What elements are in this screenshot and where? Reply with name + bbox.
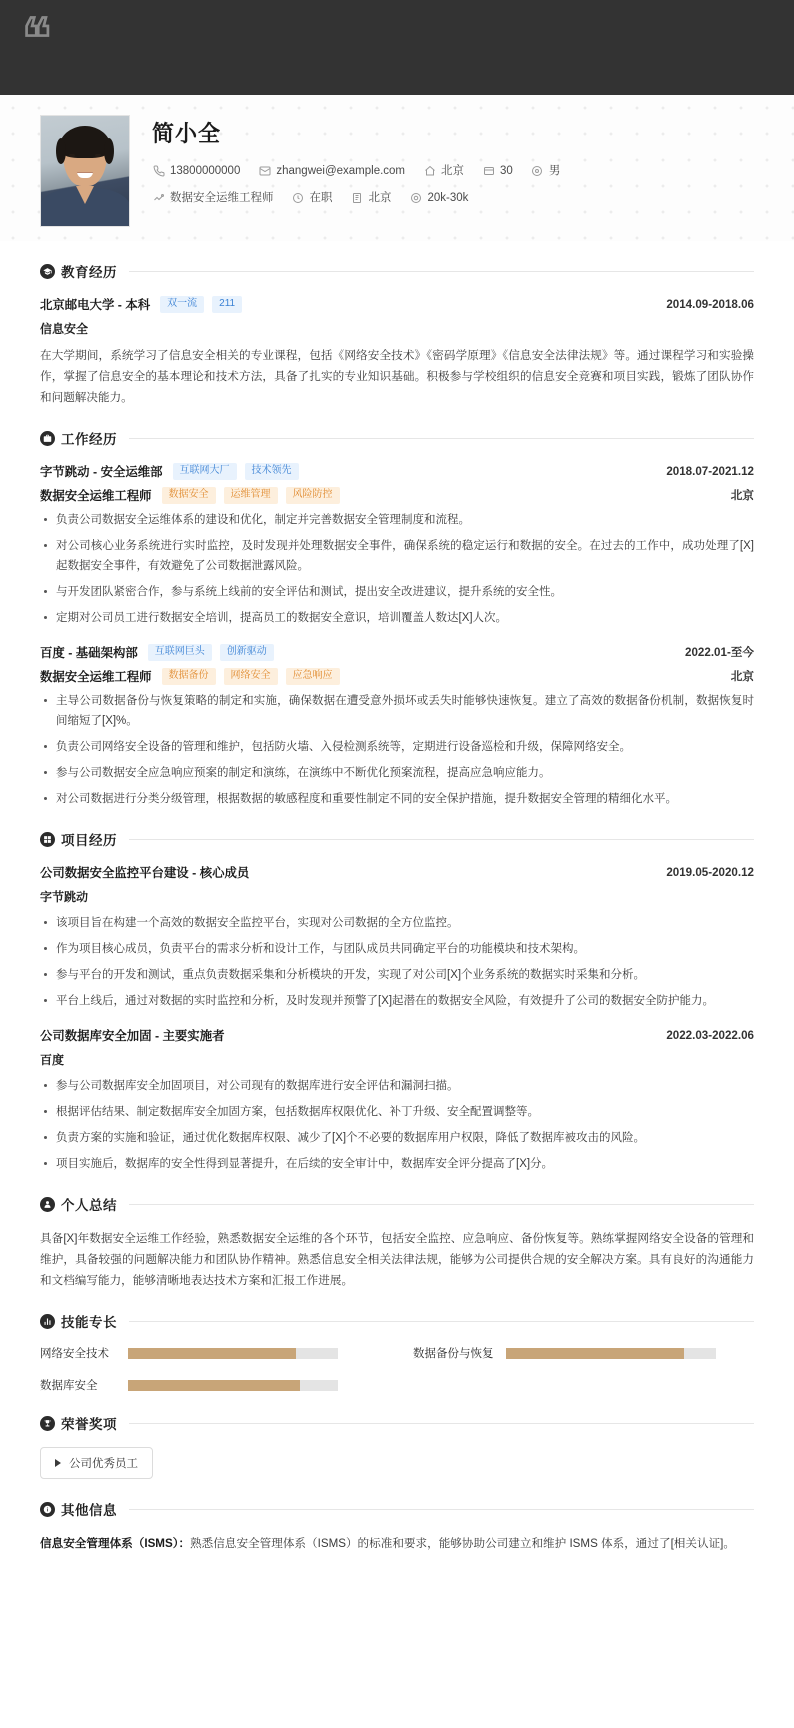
work-company-tag: 创新驱动 bbox=[220, 644, 274, 661]
project-date: 2022.03-2022.06 bbox=[666, 1028, 754, 1042]
work-role: 数据安全运维工程师 bbox=[40, 670, 152, 684]
section-projects bbox=[0, 829, 794, 1174]
chart-bar-icon bbox=[40, 1314, 55, 1329]
location-icon bbox=[423, 165, 436, 178]
target-city-text: 北京 bbox=[368, 192, 392, 204]
quote-mark-icon: ❝ bbox=[22, 9, 49, 69]
summary-heading bbox=[40, 1194, 754, 1214]
contact-age-text: 30 bbox=[500, 165, 513, 177]
skills-heading bbox=[40, 1311, 754, 1331]
desired-job-text: 数据安全运维工程师 bbox=[170, 192, 274, 204]
honors-title: 荣誉奖项 bbox=[61, 1417, 117, 1432]
project-entry bbox=[40, 863, 754, 1011]
list-item: 主导公司数据备份与恢复策略的制定和实施，确保数据在遭受意外损坏或丢失时能够快速恢复。建立了高效的数据备份机制，数据恢复时间缩短了[X]%。 bbox=[40, 691, 754, 731]
section-work bbox=[0, 428, 794, 809]
skill-item bbox=[413, 1345, 754, 1361]
page-title: 简小全 bbox=[152, 121, 222, 146]
education-major: 信息安全 bbox=[40, 322, 89, 336]
avatar bbox=[40, 115, 130, 227]
skill-progress-fill bbox=[128, 1348, 296, 1359]
list-item: 项目实施后，数据库的安全性得到显著提升，在后续的安全审计中，数据库安全评分提高了[X]分。 bbox=[40, 1154, 754, 1174]
section-other-info bbox=[0, 1499, 794, 1554]
salary-expectation bbox=[410, 188, 469, 208]
skill-label: 数据备份与恢复 bbox=[413, 1348, 494, 1360]
profile-header bbox=[0, 95, 794, 241]
projects-heading bbox=[40, 829, 754, 849]
work-bullets bbox=[40, 691, 754, 809]
other-info-item bbox=[40, 1533, 754, 1554]
education-tag: 双一流 bbox=[160, 296, 204, 313]
age-icon bbox=[482, 165, 495, 178]
skill-label: 数据库安全 bbox=[40, 1380, 98, 1392]
list-item: 对公司核心业务系统进行实时监控，及时发现并处理数据安全事件，确保系统的稳定运行和数据的安全。在过去的工作中，成功处理了[X]起数据安全事件，有效避免了公司数据泄露风险。 bbox=[40, 536, 754, 576]
project-name: 公司数据库安全加固 - 主要实施者 bbox=[40, 1029, 225, 1043]
city-icon bbox=[351, 192, 364, 205]
other-info-label: 信息安全管理体系（ISMS）： bbox=[40, 1537, 191, 1550]
work-heading bbox=[40, 428, 754, 448]
work-entry bbox=[40, 462, 754, 628]
target-city bbox=[351, 188, 392, 208]
contact-phone bbox=[152, 161, 240, 181]
honor-label: 公司优秀员工 bbox=[69, 1458, 138, 1470]
desired-job bbox=[152, 188, 274, 208]
work-role-tag: 数据备份 bbox=[162, 668, 216, 685]
work-title: 工作经历 bbox=[61, 432, 117, 447]
work-role: 数据安全运维工程师 bbox=[40, 489, 152, 503]
section-honors bbox=[0, 1413, 794, 1479]
projects-title: 项目经历 bbox=[61, 833, 117, 848]
contact-gender bbox=[531, 161, 561, 181]
gender-icon bbox=[531, 165, 544, 178]
skill-progress-fill bbox=[128, 1380, 300, 1391]
section-divider bbox=[129, 1423, 754, 1424]
email-icon bbox=[258, 165, 271, 178]
work-role-tag: 数据安全 bbox=[162, 487, 216, 504]
education-heading bbox=[40, 261, 754, 281]
section-divider bbox=[129, 1204, 754, 1205]
section-divider bbox=[129, 1321, 754, 1322]
education-entry bbox=[40, 295, 754, 408]
work-location: 北京 bbox=[730, 670, 754, 683]
work-bullets bbox=[40, 510, 754, 628]
section-divider bbox=[129, 271, 754, 272]
identity-block bbox=[152, 115, 578, 215]
contact-age bbox=[482, 161, 513, 181]
list-item: 与开发团队紧密合作，参与系统上线前的安全评估和测试，提出安全改进建议，提升系统的安全性。 bbox=[40, 582, 754, 602]
contact-location bbox=[423, 161, 464, 181]
skill-progress-track bbox=[128, 1348, 338, 1359]
work-role-tag: 运维管理 bbox=[224, 487, 278, 504]
skill-progress-fill bbox=[506, 1348, 685, 1359]
project-name: 公司数据安全监控平台建设 - 核心成员 bbox=[40, 866, 250, 880]
job-icon bbox=[152, 192, 165, 205]
skills-grid bbox=[40, 1345, 754, 1393]
work-company-tag: 互联网巨头 bbox=[148, 644, 212, 661]
play-triangle-icon bbox=[55, 1459, 61, 1467]
skill-item bbox=[40, 1377, 381, 1393]
work-company: 百度 - 基础架构部 bbox=[40, 646, 138, 660]
graduation-cap-icon bbox=[40, 264, 55, 279]
briefcase-icon bbox=[40, 431, 55, 446]
education-tag: 211 bbox=[212, 296, 242, 313]
work-date: 2022.01-至今 bbox=[685, 646, 754, 659]
section-divider bbox=[129, 1509, 754, 1510]
section-education bbox=[0, 261, 794, 408]
phone-icon bbox=[152, 165, 165, 178]
summary-text: 具备[X]年数据安全运维工作经验，熟悉数据安全运维的各个环节，包括安全监控、应急响应、备份恢复等。熟练掌握网络安全设备的管理和维护，具备较强的问题解决能力和团队协作精神。熟悉信息安全相关法律法规，能够为公司提供合规的安全解决方案。具有良好的沟通能力和文档编写能力，能够清晰地表达技术方案和汇报工作进展。 bbox=[40, 1232, 754, 1287]
work-status-text: 在职 bbox=[309, 192, 333, 204]
top-banner bbox=[0, 0, 794, 95]
trophy-icon bbox=[40, 1416, 55, 1431]
list-item: 定期对公司员工进行数据安全培训，提高员工的数据安全意识，培训覆盖人数达[X]人次。 bbox=[40, 608, 754, 628]
summary-title: 个人总结 bbox=[61, 1198, 117, 1213]
list-item: 负责公司数据安全运维体系的建设和优化，制定并完善数据安全管理制度和流程。 bbox=[40, 510, 754, 530]
education-school: 北京邮电大学 - 本科 bbox=[40, 298, 151, 312]
honors-heading bbox=[40, 1413, 754, 1433]
other-info-text: 熟悉信息安全管理体系（ISMS）的标准和要求，能够协助公司建立和维护 ISMS 体系，通过了[相关认证]。 bbox=[190, 1537, 735, 1550]
work-role-tag: 网络安全 bbox=[224, 668, 278, 685]
list-item: 根据评估结果、制定数据库安全加固方案，包括数据库权限优化、补丁升级、安全配置调整等。 bbox=[40, 1102, 754, 1122]
skill-progress-track bbox=[506, 1348, 716, 1359]
contact-row-1 bbox=[152, 161, 578, 181]
education-title: 教育经历 bbox=[61, 265, 117, 280]
salary-icon bbox=[410, 192, 423, 205]
education-description: 在大学期间，系统学习了信息安全相关的专业课程，包括《网络安全技术》《密码学原理》《信息安全法律法规》等。通过课程学习和实验操作，掌握了信息安全的基本理论和技术方法，具备了扎实的专业知识基础。积极参与学校组织的信息安全竞赛和项目实践，锻炼了团队协作和问题解决能力。 bbox=[40, 349, 754, 404]
work-location: 北京 bbox=[730, 489, 754, 502]
project-bullets bbox=[40, 1076, 754, 1174]
work-role-tag: 风险防控 bbox=[286, 487, 340, 504]
project-entry bbox=[40, 1026, 754, 1174]
work-date: 2018.07-2021.12 bbox=[666, 464, 754, 478]
work-company: 字节跳动 - 安全运维部 bbox=[40, 465, 163, 479]
honors-list bbox=[40, 1447, 754, 1479]
list-item: 负责方案的实施和验证，通过优化数据库权限、减少了[X]个不必要的数据库用户权限，降低了数据库被攻击的风险。 bbox=[40, 1128, 754, 1148]
list-item: 平台上线后，通过对数据的实时监控和分析，及时发现并预警了[X]起潜在的数据安全风险，有效提升了公司的数据安全防护能力。 bbox=[40, 991, 754, 1011]
salary-expectation-text: 20k-30k bbox=[427, 192, 469, 204]
skills-title: 技能专长 bbox=[61, 1315, 117, 1330]
list-item: 参与公司数据库安全加固项目，对公司现有的数据库进行安全评估和漏洞扫描。 bbox=[40, 1076, 754, 1096]
project-date: 2019.05-2020.12 bbox=[666, 865, 754, 879]
skill-label: 网络安全技术 bbox=[40, 1348, 109, 1360]
list-item: 参与公司数据安全应急响应预案的制定和演练，在演练中不断优化预案流程，提高应急响应能力。 bbox=[40, 763, 754, 783]
section-summary bbox=[0, 1194, 794, 1291]
work-status bbox=[292, 188, 333, 208]
contact-row-2 bbox=[152, 188, 578, 208]
work-role-tag: 应急响应 bbox=[286, 668, 340, 685]
contact-gender-text: 男 bbox=[548, 165, 561, 177]
project-company: 字节跳动 bbox=[40, 890, 89, 904]
user-icon bbox=[40, 1197, 55, 1212]
contact-email bbox=[258, 161, 405, 181]
info-icon bbox=[40, 1502, 55, 1517]
list-item: 作为项目核心成员，负责平台的需求分析和设计工作，与团队成员共同确定平台的功能模块和技术架构。 bbox=[40, 939, 754, 959]
work-company-tag: 互联网大厂 bbox=[173, 463, 237, 480]
education-date: 2014.09-2018.06 bbox=[666, 297, 754, 311]
work-company-tag: 技术领先 bbox=[245, 463, 299, 480]
section-skills bbox=[0, 1311, 794, 1393]
contact-location-text: 北京 bbox=[441, 165, 465, 177]
section-divider bbox=[129, 438, 754, 439]
list-item: 对公司数据进行分类分级管理，根据数据的敏感程度和重要性制定不同的安全保护措施，提升数据安全管理的精细化水平。 bbox=[40, 789, 754, 809]
other-info-title: 其他信息 bbox=[61, 1503, 117, 1518]
contact-phone-text: 13800000000 bbox=[170, 165, 241, 177]
contact-email-text: zhangwei@example.com bbox=[276, 165, 406, 177]
list-item: 该项目旨在构建一个高效的数据安全监控平台，实现对公司数据的全方位监控。 bbox=[40, 913, 754, 933]
project-bullets bbox=[40, 913, 754, 1011]
section-divider bbox=[129, 839, 754, 840]
list-item: 负责公司网络安全设备的管理和维护，包括防火墙、入侵检测系统等，定期进行设备巡检和升级，保障网络安全。 bbox=[40, 737, 754, 757]
project-grid-icon bbox=[40, 832, 55, 847]
skill-item bbox=[40, 1345, 381, 1361]
project-company: 百度 bbox=[40, 1053, 65, 1067]
honor-chip[interactable] bbox=[40, 1447, 153, 1479]
work-entry bbox=[40, 643, 754, 809]
skill-progress-track bbox=[128, 1380, 338, 1391]
status-icon bbox=[292, 192, 305, 205]
list-item: 参与平台的开发和测试，重点负责数据采集和分析模块的开发，实现了对公司[X]个业务系统的数据实时采集和分析。 bbox=[40, 965, 754, 985]
other-info-heading bbox=[40, 1499, 754, 1519]
